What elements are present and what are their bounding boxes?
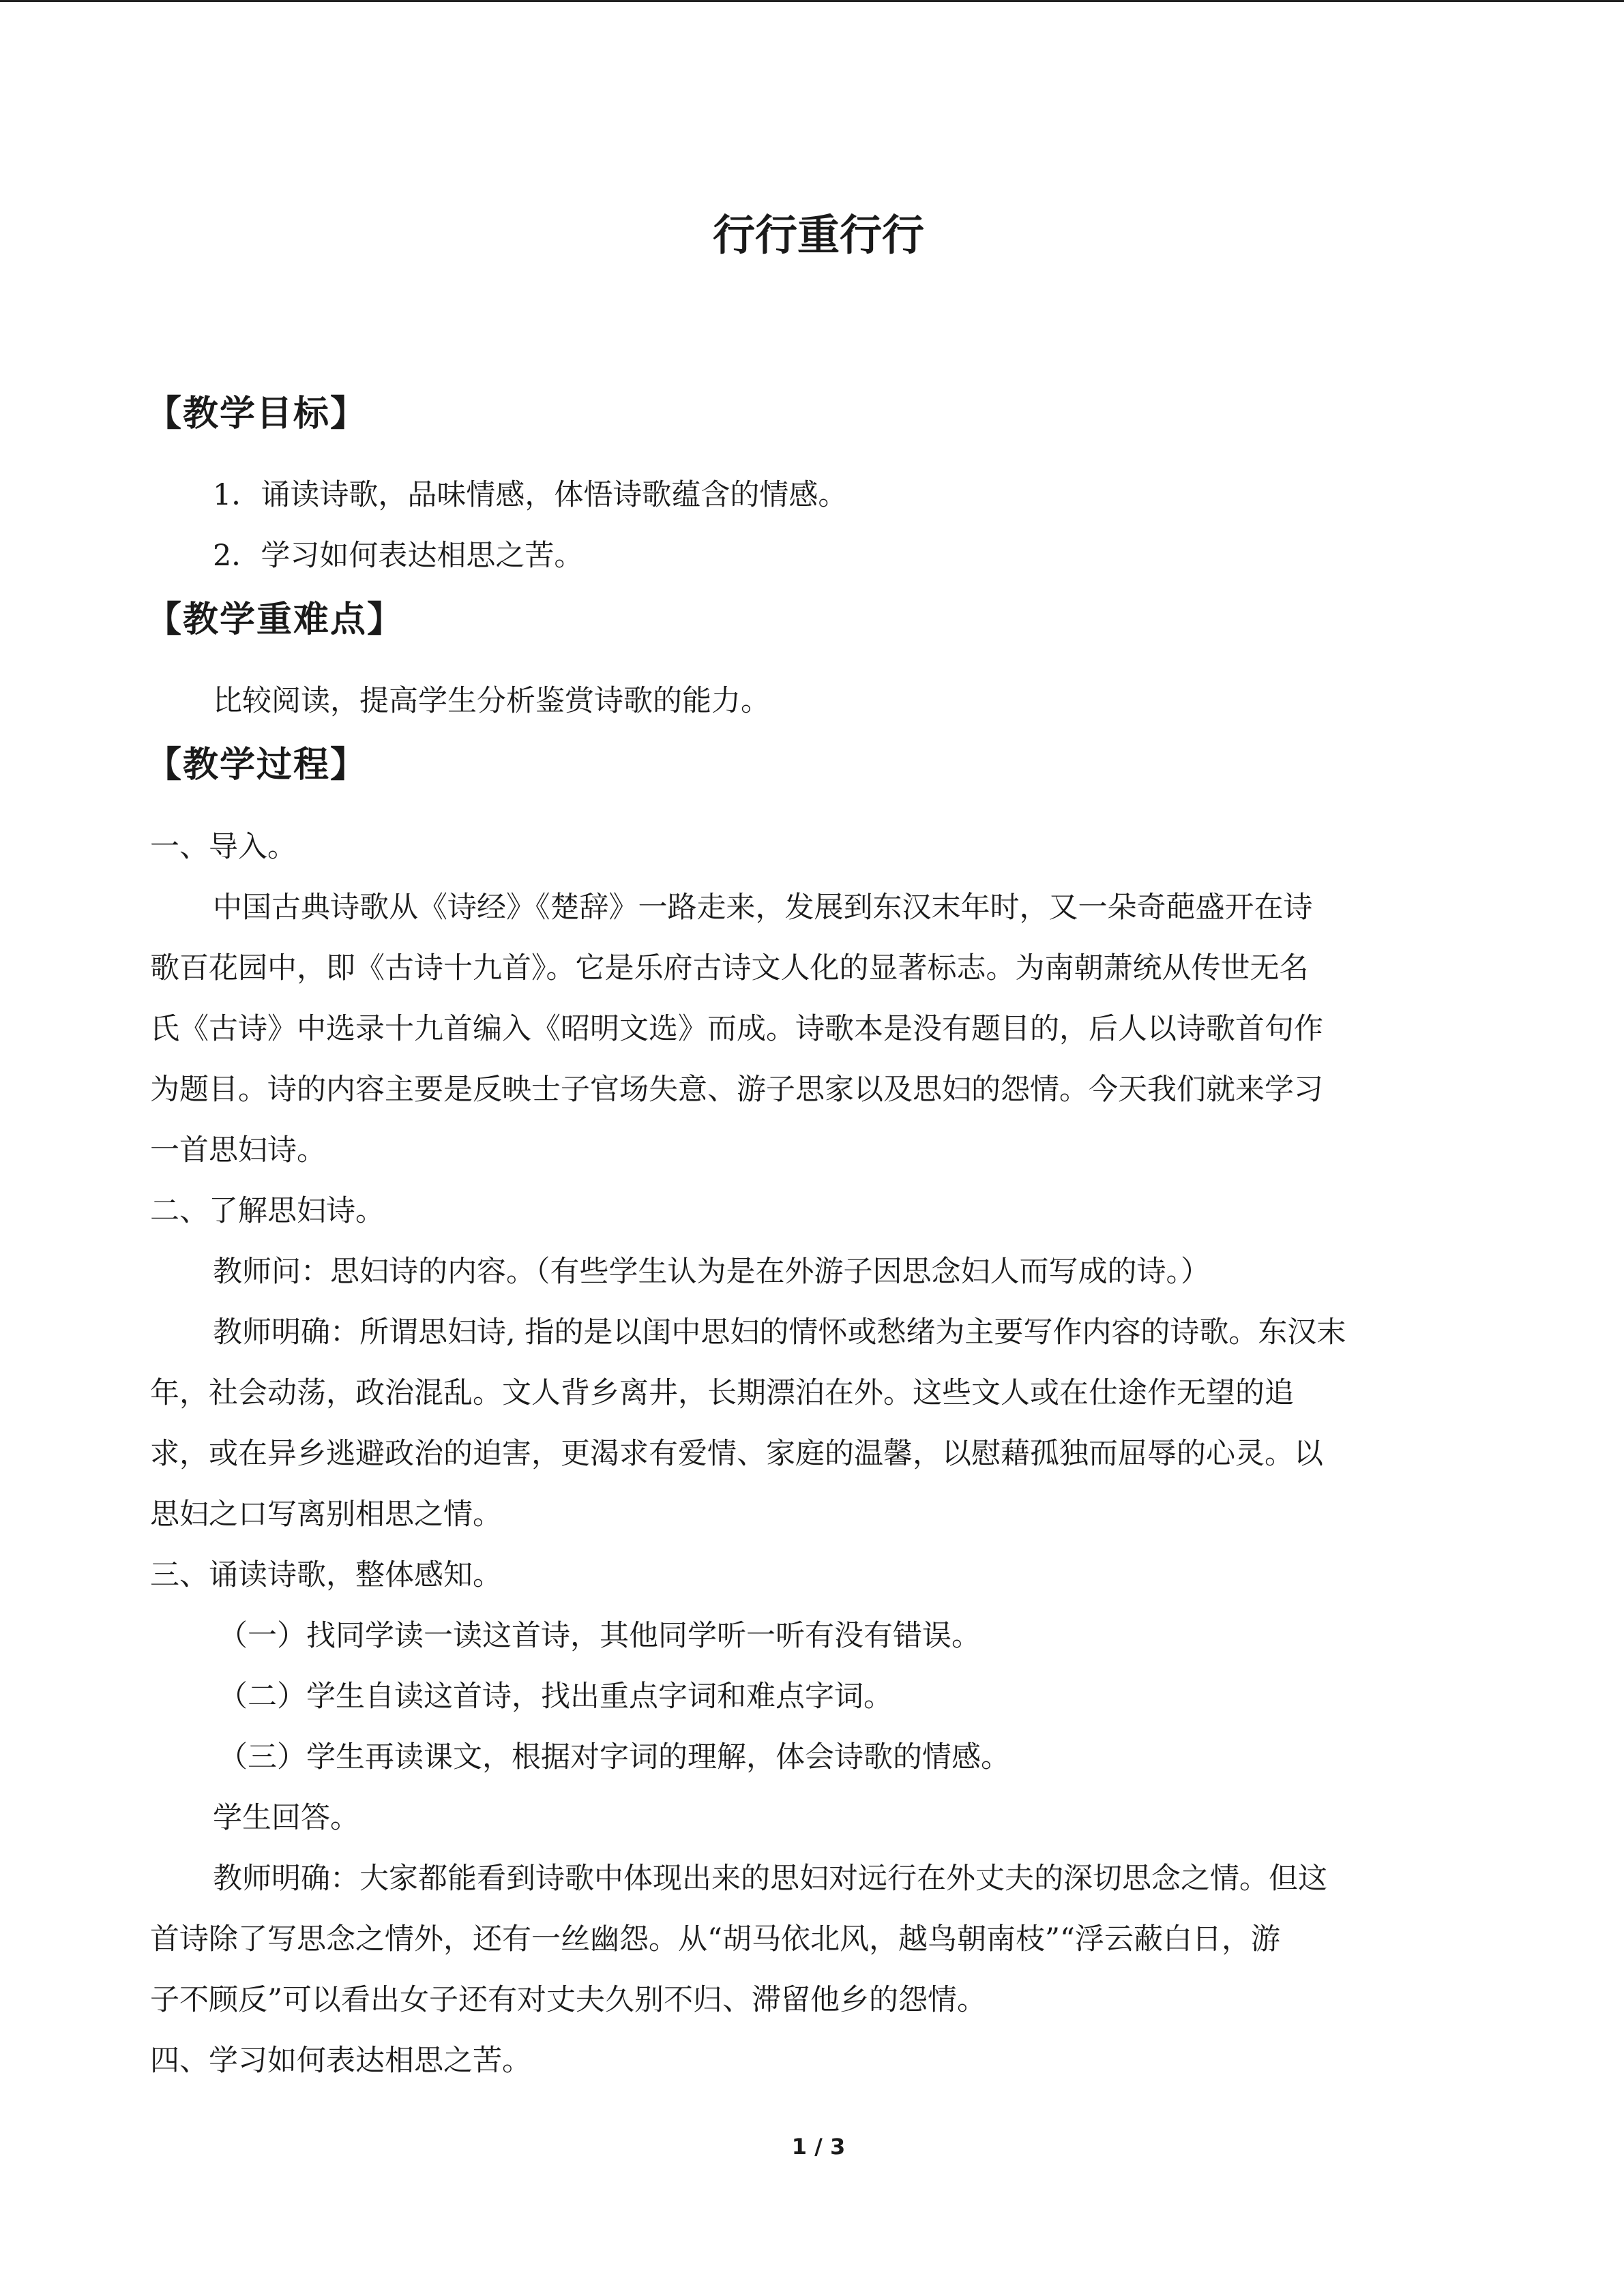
step1-line-5: 一首思妇诗。 [150,1133,326,1167]
step3-subitem-1: （一）找同学读一读这首诗，其他同学听一听有没有错误。 [218,1619,981,1653]
step1-line-4: 为题目。诗的内容主要是反映士子官场失意、游子思家以及思妇的怨情。今天我们就来学习 [150,1073,1323,1107]
step2-line-2: 年，社会动荡，政治混乱。文人背乡离井，长期漂泊在外。这些文人或在仕途作无望的追 [150,1376,1294,1410]
step2-line-3: 求，或在异乡逃避政治的迫害，更渴求有爱情、家庭的温馨，以慰藉孤独而屈辱的心灵。以 [150,1437,1323,1471]
step3-line-2: 首诗除了写思念之情外，还有一丝幽怨。从“胡马依北风，越鸟朝南枝”“浮云蔽白日，游 [150,1922,1280,1956]
step1-line-1: 中国古典诗歌从《诗经》《楚辞》一路走来，发展到东汉末年时，又一朵奇葩盛开在诗 [213,891,1313,925]
step2-line-4: 思妇之口写离别相思之情。 [150,1497,502,1532]
step3-answer-label: 学生回答。 [213,1801,359,1835]
page-title: 行行重行行 [712,210,924,260]
step1-label: 一、导入。 [150,830,297,864]
heading-teaching-difficulty: 【教学重难点】 [146,599,404,640]
goal-item-2: 2．学习如何表达相思之苦。 [213,539,584,573]
difficulty-text: 比较阅读，提高学生分析鉴赏诗歌的能力。 [213,684,770,718]
step3-subitem-2: （二）学生自读这首诗，找出重点字词和难点字词。 [218,1680,893,1714]
heading-teaching-process: 【教学过程】 [146,745,368,786]
document-page [146,0,1487,2296]
goal-item-1: 1．诵读诗歌，品味情感，体悟诗歌蕴含的情感。 [213,478,848,512]
step4-label: 四、学习如何表达相思之苦。 [150,2044,531,2078]
heading-teaching-goals: 【教学目标】 [146,393,368,434]
step3-line-1: 教师明确：大家都能看到诗歌中体现出来的思妇对远行在外丈夫的深切思念之情。但这 [213,1862,1327,1896]
page-number: 1 / 3 [791,2134,846,2160]
step2-line-1: 教师明确：所谓思妇诗, 指的是以闺中思妇的情怀或愁绪为主要写作内容的诗歌。东汉末 [213,1315,1346,1350]
step3-label: 三、诵读诗歌，整体感知。 [150,1558,502,1592]
step1-line-2: 歌百花园中，即《古诗十九首》。它是乐府古诗文人化的显著标志。为南朝萧统从传世无名 [150,951,1309,985]
step2-question: 教师问：思妇诗的内容。（有些学生认为是在外游子因思念妇人而写成的诗。） [213,1255,1210,1289]
step3-subitem-3: （三）学生再读课文，根据对字词的理解，体会诗歌的情感。 [218,1740,1010,1774]
step3-line-3: 子不顾反”可以看出女子还有对丈夫久别不归、滞留他乡的怨情。 [150,1983,986,2017]
step2-label: 二、了解思妇诗。 [150,1194,385,1228]
step1-line-3: 氏《古诗》中选录十九首编入《昭明文选》而成。诗歌本是没有题目的，后人以诗歌首句作 [150,1012,1323,1046]
